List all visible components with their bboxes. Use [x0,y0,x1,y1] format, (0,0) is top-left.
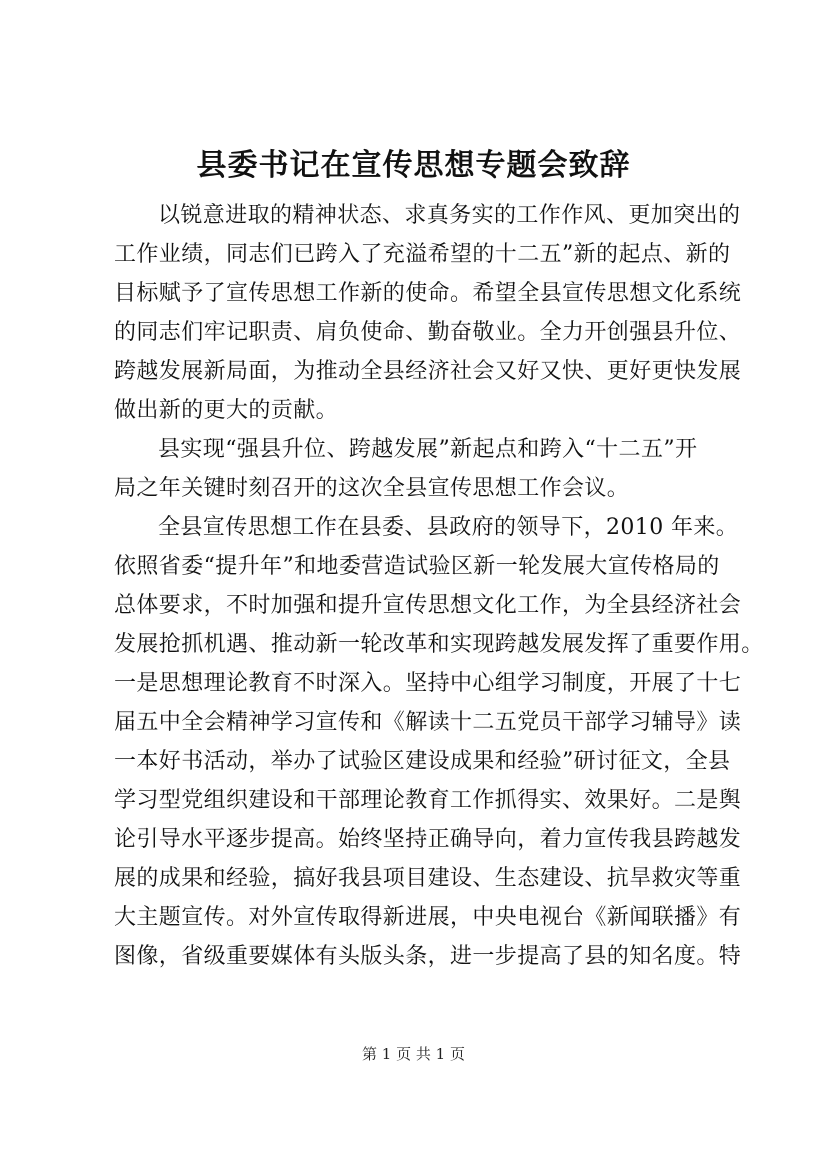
text-line: 学习型党组织建设和干部理论教育工作抓得实、效果好。二是舆 [114,788,742,813]
text-line: 大主题宣传。对外宣传取得新进展，中央电视台《新闻联播》有 [114,905,742,930]
text-line: 以锐意进取的精神状态、求真务实的工作作风、更加突出的 [158,203,741,228]
text-line: 跨越发展新局面，为推动全县经济社会又好又快、更好更快发展 [114,359,742,384]
text-line: 局之年关键时刻召开的这次全县宣传思想工作会议。 [114,476,630,501]
text-line: 依照省委“提升年”和地委营造试验区新一轮发展大宣传格局的 [114,554,720,579]
page-footer: 第 1 页 共 1 页 [362,1045,465,1063]
text-line: 做出新的更大的贡献。 [114,398,339,423]
text-line: 县实现“强县升位、跨越发展”新起点和跨入“十二五”开 [158,437,698,462]
text-line: 一是思想理论教育不时深入。坚持中心组学习制度，开展了十七 [114,671,742,696]
text-line: 总体要求，不时加强和提升宣传思想文化工作，为全县经济社会 [114,593,742,618]
text-line: 全县宣传思想工作在县委、县政府的领导下，2010 年来。 [158,515,739,540]
text-line: 发展抢抓机遇、推动新一轮改革和实现跨越发展发挥了重要作用。 [114,632,764,657]
text-line: 展的成果和经验，搞好我县项目建设、生态建设、抗旱救灾等重 [114,866,742,891]
text-line: 目标赋予了宣传思想工作新的使命。希望全县宣传思想文化系统 [114,281,742,306]
text-line: 届五中全会精神学习宣传和《解读十二五党员干部学习辅导》读 [114,710,742,735]
text-line: 论引导水平逐步提高。始终坚持正确导向，着力宣传我县跨越发 [114,827,742,852]
document-title: 县委书记在宣传思想专题会致辞 [196,148,631,183]
text-line: 的同志们牢记职责、肩负使命、勤奋敬业。全力开创强县升位、 [114,320,742,345]
text-line: 一本好书活动，举办了试验区建设成果和经验”研讨征文，全县 [114,749,731,774]
text-line: 工作业绩，同志们已跨入了充溢希望的十二五”新的起点、新的 [114,242,731,267]
text-line: 图像，省级重要媒体有头版头条，进一步提高了县的知名度。特 [114,944,742,969]
document-body [114,196,764,976]
